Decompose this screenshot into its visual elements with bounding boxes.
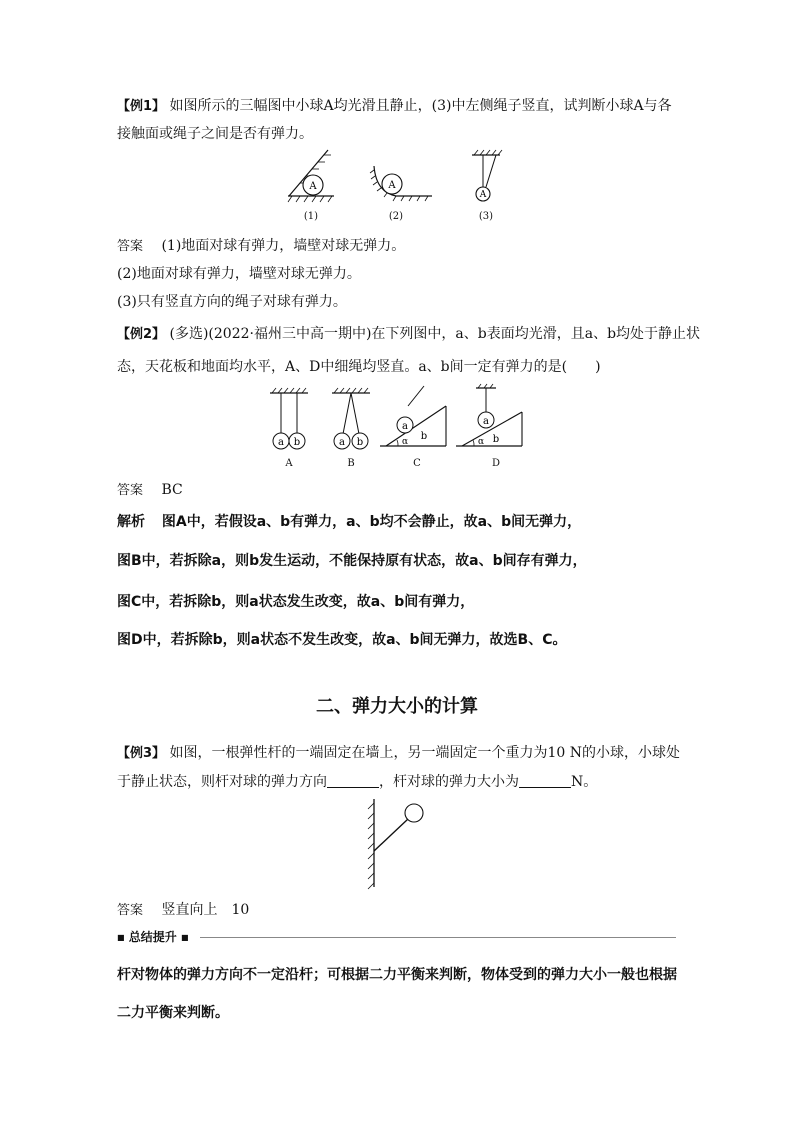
example3-answer: 答案 竖直向上 10 [117,902,250,918]
example1-answer-label: 答案 [117,239,144,254]
example1-answer-line1: 答案 (1)地面对球有弹力，墙壁对球无弹力。 [117,238,406,254]
example2-analysis-line2: 图B中，若拆除a，则b发生运动，不能保持原有状态，故a、b间存有弹力， [117,553,587,569]
example2-question-line1: 【例2】 (多选)(2022·福州三中高一期中)在下列图中，a、b表面均光滑，且a、b均处于静止状 [117,326,701,342]
example2-analysis-line3: 图C中，若拆除b，则a状态发生改变，故a、b间有弹力， [117,594,475,610]
example2-figure-d [456,384,524,448]
example1-fig-label-1: (1) [303,211,319,222]
example1-answer-line2: (2)地面对球有弹力，墙壁对球无弹力。 [117,266,361,282]
svg-text:α: α [402,437,409,447]
example2-answer: 答案 BC [117,482,183,498]
example1-figure-3 [468,150,504,202]
svg-text:α: α [478,437,485,447]
example1-ball-label-3: A [479,190,487,200]
example2-fig-label-d: D [491,458,501,469]
example2-answer-label: 答案 [117,483,144,498]
svg-text:b: b [293,437,301,448]
svg-text:b: b [356,437,364,448]
example1-fig-label-3: (3) [478,211,494,222]
example2-analysis-line4: 图D中，若拆除b，则a状态不发生改变，故a、b间无弹力，故选B、C。 [117,632,567,648]
summary-line2: 二力平衡来判断。 [117,1005,229,1021]
example1-ball-label-1: A [309,181,317,192]
example2-figure-a [268,388,310,450]
example1-question-line2: 接触面或绳子之间是否有弹力。 [117,126,313,142]
svg-text:a: a [483,416,489,427]
example1-question-line1: 【例1】 如图所示的三幅图中小球A均光滑且静止，(3)中左侧绳子竖直，试判断小球A与各 [117,98,672,114]
summary-title: ■ 总结提升 ■ [117,930,189,944]
svg-text:a: a [278,437,284,448]
section-heading: 二、弹力大小的计算 [316,696,478,717]
example1-answer-line3: (3)只有竖直方向的绳子对球有弹力。 [117,294,347,310]
example2-figure-b [330,388,372,450]
example2-analysis-line1: 解析 图A中，若假设a、b有弹力，a、b均不会静止，故a、b间无弹力， [117,514,582,530]
svg-text:a: a [339,437,345,448]
example2-fig-label-a: A [285,458,293,469]
example3-figure [364,797,428,889]
example2-tag: 【例2】 [117,327,166,342]
example2-figure-c [380,384,448,448]
example1-ball-label-2: A [388,180,396,191]
example1-figure-1 [288,148,336,204]
example2-fig-label-b: B [347,458,355,469]
summary-line1: 杆对物体的弹力方向不一定沿杆；可根据二力平衡来判断，物体受到的弹力大小一般也根据 [117,967,677,983]
magnitude-blank[interactable] [519,773,571,788]
example2-fig-label-c: C [413,458,421,469]
example2-question-line2: 态，天花板和地面均水平，A、D中细绳均竖直。a、b间一定有弹力的是( ) [117,359,601,375]
example3-question-line1: 【例3】 如图，一根弹性杆的一端固定在墙上，另一端固定一个重力为10 N的小球，小球处 [117,745,681,761]
svg-text:b: b [492,434,500,445]
example1-figure-2 [370,162,434,204]
direction-blank[interactable] [327,773,379,788]
svg-text:b: b [420,431,428,442]
summary-divider [200,937,676,938]
example1-tag: 【例1】 [117,99,166,114]
example3-question-line2: 于静止状态，则杆对球的弹力方向 ，杆对球的弹力大小为 N。 [117,774,598,790]
example2-analysis-label: 解析 [117,514,145,530]
example3-answer-label: 答案 [117,903,144,918]
example3-ball [405,804,423,822]
example1-fig-label-2: (2) [388,211,404,222]
example3-tag: 【例3】 [117,746,166,761]
svg-text:a: a [402,421,408,432]
